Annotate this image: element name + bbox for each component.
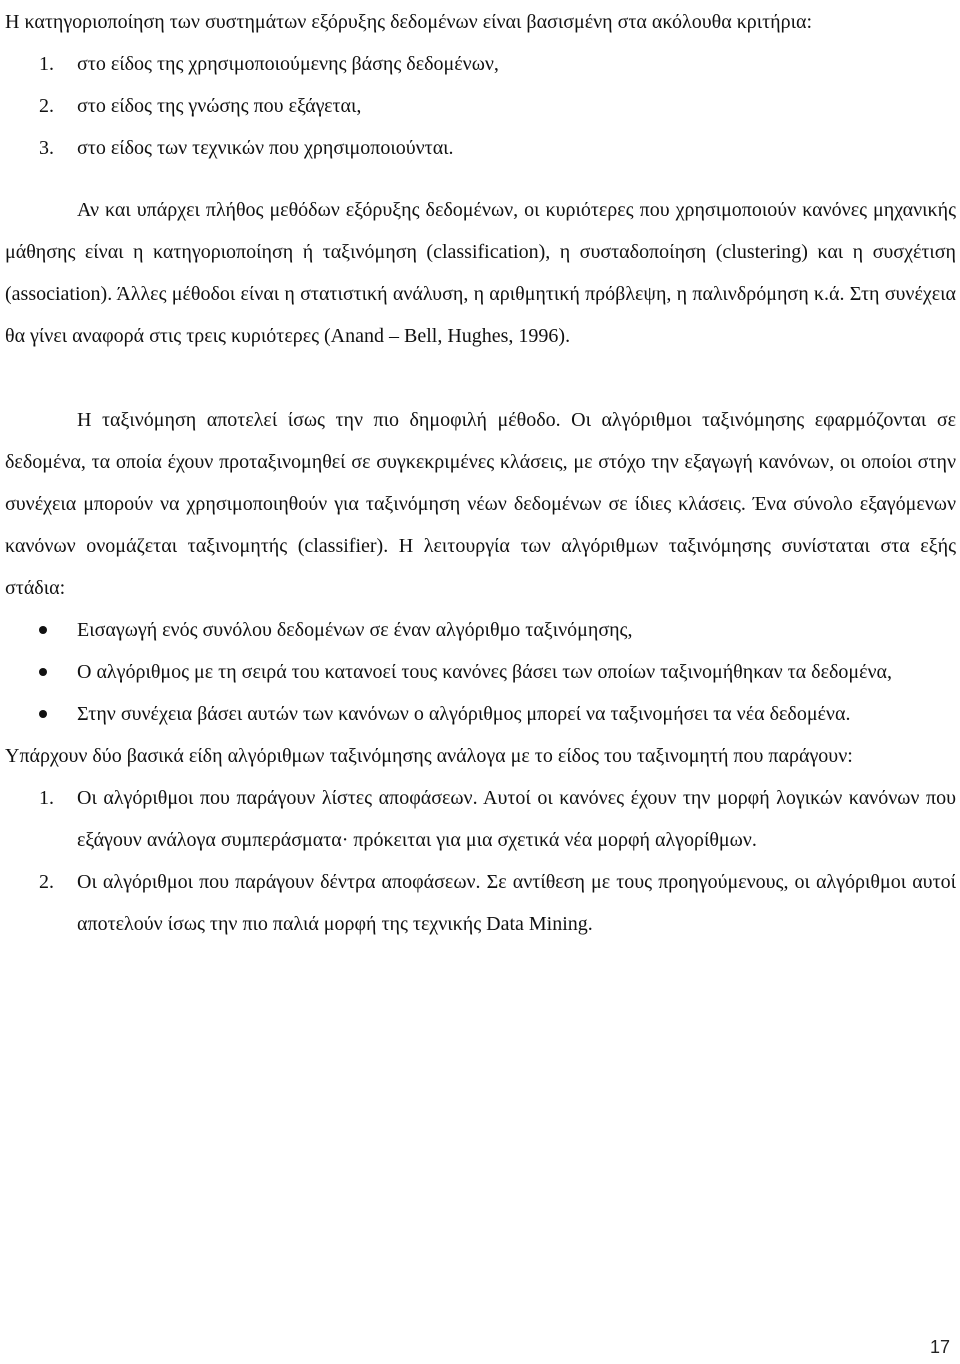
bullet-icon (39, 626, 47, 634)
list-item-text: στο είδος των τεχνικών που χρησιμοποιούνται. (77, 137, 454, 159)
types-paragraph: Υπάρχουν δύο βασικά είδη αλγόριθμων ταξινόμησης ανάλογα με το είδος του ταξινομητή που παράγουν: (5, 745, 853, 767)
methods-paragraph: Αν και υπάρχει πλήθος μεθόδων εξόρυξης δεδομένων, οι κυριότερες που χρησιμοποιούν κανόνες μηχανικής μάθησης είναι η κατηγοριοποίηση ή ταξινόμηση (classification), η συσταδοποίηση (clustering) και η συσχέτιση (association). Άλλες μέθοδοι είναι η στατιστική ανάλυση, η αριθμητική πρόβλεψη, η παλινδρόμηση κ.ά. Στη συνέχεια θα γίνει αναφορά στις τρεις κυριότερες (Anand – Bell, Hughes, 1996). (5, 199, 956, 347)
intro-paragraph: Η κατηγοριοποίηση των συστημάτων εξόρυξης δεδομένων είναι βασισμένη στα ακόλουθα κριτήρια: (5, 11, 813, 33)
page-number: 17 (929, 1337, 950, 1357)
list-item (5, 861, 956, 945)
bullet-icon (39, 710, 47, 718)
list-item-text: στο είδος της γνώσης που εξάγεται, (77, 95, 362, 117)
list-number: 1. (39, 787, 54, 809)
stages-list (5, 609, 956, 735)
list-item-text: στο είδος της χρησιμοποιούμενης βάσης δεδομένων, (77, 53, 499, 75)
list-item-text: Οι αλγόριθμοι που παράγουν λίστες αποφάσεων. Αυτοί οι κανόνες έχουν την μορφή λογικών κανόνων που εξάγουν ανάλογα συμπεράσματα· πρόκειται για μια σχετικά νέα μορφή αλγορίθμων. (77, 787, 956, 851)
list-item (5, 609, 956, 651)
document-page (5, 0, 956, 945)
list-item-text: Εισαγωγή ενός συνόλου δεδομένων σε έναν αλγόριθμο ταξινόμησης, (77, 619, 633, 641)
list-item-text: Οι αλγόριθμοι που παράγουν δέντρα αποφάσεων. Σε αντίθεση με τους προηγούμενους, οι αλγόριθμοι αυτοί αποτελούν ίσως την πιο παλιά μορφή της τεχνικής Data Mining. (77, 871, 956, 935)
list-item (5, 777, 956, 861)
list-item-text: Ο αλγόριθμος με τη σειρά του κατανοεί τους κανόνες βάσει των οποίων ταξινομήθηκαν τα δεδομένα, (77, 661, 893, 683)
list-item (5, 693, 956, 735)
classification-paragraph: Η ταξινόμηση αποτελεί ίσως την πιο δημοφιλή μέθοδο. Οι αλγόριθμοι ταξινόμησης εφαρμόζονται σε δεδομένα, τα οποία έχουν προταξινομηθεί σε συγκεκριμένες κλάσεις, με στόχο την εξαγωγή κανόνων, οι οποίοι στην συνέχεια μπορούν να χρησιμοποιηθούν για ταξινόμηση νέων δεδομένων σε ίδιες κλάσεις. Ένα σύνολο εξαγόμενων κανόνων ονομάζεται ταξινομητής (classifier). Η λειτουργία των αλγόριθμων ταξινόμησης συνίσταται στα εξής στάδια: (5, 409, 956, 599)
list-item (5, 127, 956, 169)
list-number: 1. (39, 53, 54, 75)
list-number: 3. (39, 137, 54, 159)
list-item-text: Στην συνέχεια βάσει αυτών των κανόνων ο αλγόριθμος μπορεί να ταξινομήσει τα νέα δεδομένα. (77, 703, 851, 725)
bullet-icon (39, 668, 47, 676)
list-item (5, 43, 956, 85)
criteria-list (5, 43, 956, 169)
list-item (5, 651, 956, 693)
list-item (5, 85, 956, 127)
types-list (5, 777, 956, 945)
list-number: 2. (39, 95, 54, 117)
list-number: 2. (39, 871, 54, 893)
